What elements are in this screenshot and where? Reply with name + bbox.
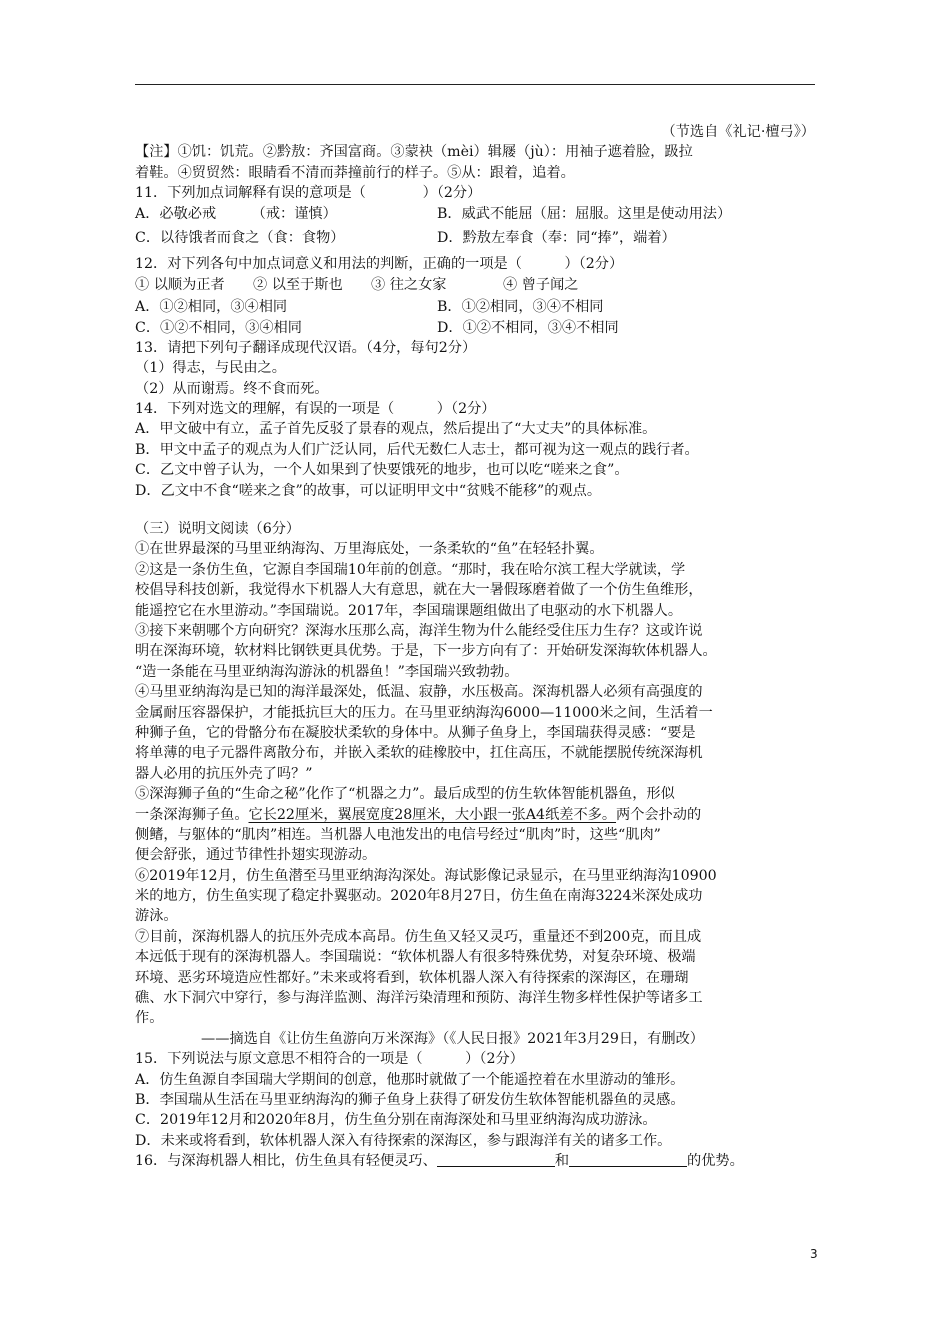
note-line: 【注】①饥：饥荒。②黔敖：齐国富商。③蒙袂（mèi）辑屦（jù）：用袖子遮着脸，趿拉 (135, 144, 693, 161)
question-12-sentence-2: ② 以至于斯也 (253, 276, 343, 293)
source-citation: （节选自《礼记·檀弓》） (661, 124, 815, 140)
article-credit: ——摘选自《让仿生鱼游向万米深海》（《人民日报》2021年3月29日，有删改） (201, 1030, 704, 1047)
question-11-options-row (135, 228, 815, 248)
paragraph-line: 礁、水下洞穴中穿行，参与海洋监测、海洋污染清理和预防、海洋生物多样性保护等诸多工 (135, 990, 703, 1007)
question-15-option-c: C．2019年12月和2020年8月，仿生鱼分别在南海深处和马里亚纳海沟成功游泳。 (135, 1112, 657, 1129)
question-12-option-d: D．①②不相同，③④不相同 (437, 319, 619, 336)
question-12-options-row (135, 297, 815, 317)
answer-blank-2[interactable] (569, 1152, 687, 1167)
page-number: 3 (810, 1247, 818, 1261)
paragraph-line: 明在深海环境，软材料比钢铁更具优势。于是，下一步方向有了：开始研发深海软体机器人。 (135, 643, 717, 660)
answer-blank-1[interactable] (437, 1152, 555, 1167)
question-11-options-row (135, 204, 815, 224)
paragraph-line: ③接下来朝哪个方向研究？深海水压那么高，海洋生物为什么能经受住压力生存？这或许说 (135, 622, 703, 639)
paragraph-line: 本远低于现有的深海机器人。李国瑞说：“软体机器人有很多特殊优势，对复杂环境、极端 (135, 949, 696, 966)
paragraph-line: 将单薄的电子元器件离散分布，并嵌入柔软的硅橡胶中，扛住高压，不就能摆脱传统深海机 (135, 745, 703, 762)
question-15-option-d: D．未来或将看到，软体机器人深入有待探索的深海区，参与跟海洋有关的诸多工作。 (135, 1132, 672, 1149)
question-12-option-c: C．①②不相同，③④相同 (135, 319, 302, 336)
paragraph-line: ⑤深海狮子鱼的“生命之秘”化作了“机器之力”。最后成型的仿生软体智能机器鱼，形似 (135, 786, 675, 803)
paragraph-line: 金属耐压容器保护，才能抵抗巨大的压力。在马里亚纳海沟6000—11000米之间，生活着一 (135, 704, 713, 721)
document-body (135, 122, 815, 1172)
question-14-option-a: A．甲文破中有立，孟子首先反驳了景春的观点，然后提出了“大丈夫”的具体标准。 (135, 421, 657, 438)
question-14-option-b: B．甲文中孟子的观点为人们广泛认同，后代无数仁人志士，都可视为这一观点的践行者。 (135, 441, 699, 458)
paragraph-line: 米的地方，仿生鱼实现了稳定扑翼驱动。2020年8月27日，仿生鱼在南海3224米深处成功 (135, 888, 703, 905)
paragraph-line: 环境、恶劣环境造应性都好。”未来或将看到，软体机器人深入有待探索的深海区，在珊瑚 (135, 969, 689, 986)
paragraph-line: ②这是一条仿生鱼，它源自李国瑞10年前的创意。“那时，我在哈尔滨工程大学就读，学 (135, 561, 686, 578)
question-15-option-a: A．仿生鱼源自李国瑞大学期间的创意，他那时就做了一个能遥控着在水里游动的雏形。 (135, 1071, 685, 1088)
paragraph-line: 种狮子鱼，它的骨骼分布在凝胶状柔软的身体中。从狮子鱼身上，李国瑞获得灵感：“要是 (135, 724, 696, 741)
paragraph-line: ④马里亚纳海沟是已知的海洋最深处，低温、寂静，水压极高。深海机器人必须有高强度的 (135, 684, 703, 701)
question-16-text: 和 (554, 1153, 570, 1170)
question-16 (135, 1151, 815, 1171)
question-11-option-b: B．威武不能屈（屈：屈服。这里是使动用法） (437, 205, 732, 222)
paragraph-line: “造一条能在马里亚纳海沟游泳的机器鱼！”李国瑞兴致勃勃。 (135, 663, 519, 680)
note-line: 着鞋。④贸贸然：眼睛看不清而莽撞前行的样子。⑤从：跟着，追着。 (135, 164, 575, 181)
paragraph-text: 一条深海狮子鱼。 (135, 806, 249, 823)
question-13-stem: 13．请把下列句子翻译成现代汉语。（4分，每句2分） (135, 339, 477, 356)
question-12-options-row (135, 318, 815, 338)
paragraph-line: 游泳。 (135, 908, 178, 925)
question-14-option-c: C．乙文中曾子认为，一个人如果到了快要饿死的地步，也可以吃“嗟来之食”。 (135, 462, 629, 479)
question-12-sentences (135, 275, 815, 295)
question-12-sentence-3: ③ 往之女家 (371, 276, 447, 293)
question-13-sentence-1: （1）得志，与民由之。 (135, 360, 286, 377)
paragraph-line (135, 805, 815, 825)
paragraph-line: ⑦目前，深海机器人的抗压外壳成本高昂。仿生鱼又轻又灵巧，重量还不到200克，而且成 (135, 928, 702, 945)
question-12-stem: 12．对下列各句中加点词意义和用法的判断，正确的一项是（ ）（2分） (135, 256, 624, 273)
paragraph-line: 器人必用的抗压外壳了吗？” (135, 765, 313, 782)
underlined-sentence: 它长22厘米，翼展宽度28厘米，大小跟一张A4纸差不多。 (248, 806, 617, 823)
question-12-option-b: B．①②相同，③④不相同 (437, 299, 604, 316)
paragraph-line: 校倡导科技创新，我觉得水下机器人大有意思，就在大一暑假琢磨着做了一个仿生鱼维形， (135, 582, 703, 599)
question-14-stem: 14．下列对选文的理解，有误的一项是（ ）（2分） (135, 401, 496, 418)
paragraph-text: 两个会扑动的 (616, 806, 702, 823)
question-16-text: 16．与深海机器人相比，仿生鱼具有轻便灵巧、 (135, 1153, 437, 1170)
question-13-sentence-2: （2）从而谢焉。终不食而死。 (135, 380, 329, 397)
question-11-option-c: C．以待饿者而食之（食：食物） (135, 229, 345, 246)
paragraph-line: 便会舒张，通过节律性扑翅实现游动。 (135, 847, 377, 864)
question-16-text: 的优势。 (687, 1153, 744, 1170)
paragraph-line: ⑥2019年12月，仿生鱼潜至马里亚纳海沟深处。海试影像记录显示，在马里亚纳海沟10900 (135, 867, 717, 884)
section-3-title: （三）说明文阅读（6分） (135, 521, 301, 538)
question-15-stem: 15．下列说法与原文意思不相符合的一项是（ ）（2分） (135, 1051, 524, 1068)
paragraph-line: 侧鳍，与躯体的“肌肉”相连。当机器人电池发出的电信号经过“肌肉”时，这些“肌肉” (135, 826, 661, 843)
paragraph-line: ①在世界最深的马里亚纳海沟、万里海底处，一条柔软的“鱼”在轻轻扑翼。 (135, 541, 604, 558)
question-11-option-d: D．黔敖左奉食（奉：同“捧”，端着） (437, 229, 676, 246)
paragraph-line: 作。 (135, 1010, 164, 1027)
header-rule (135, 84, 815, 85)
question-12-sentence-1: ① 以顺为正者 (135, 276, 225, 293)
question-12-sentence-4: ④ 曾子闻之 (503, 276, 579, 293)
question-15-option-b: B．李国瑞从生活在马里亚纳海沟的狮子鱼身上获得了研发仿生软体智能机器鱼的灵感。 (135, 1091, 685, 1108)
question-12-option-a: A．①②相同，③④相同 (135, 299, 288, 316)
question-11-option-a: A．必敬必戒 （戒：谨慎） (135, 205, 337, 222)
question-11-stem: 11．下列加点词解释有误的意项是（ ）（2分） (135, 185, 482, 202)
question-14-option-d: D．乙文中不食“嗟来之食”的故事，可以证明甲文中“贫贱不能移”的观点。 (135, 482, 602, 499)
paragraph-line: 能遥控它在水里游动。”李国瑞说。2017年，李国瑞课题组做出了电驱动的水下机器人。 (135, 602, 683, 619)
